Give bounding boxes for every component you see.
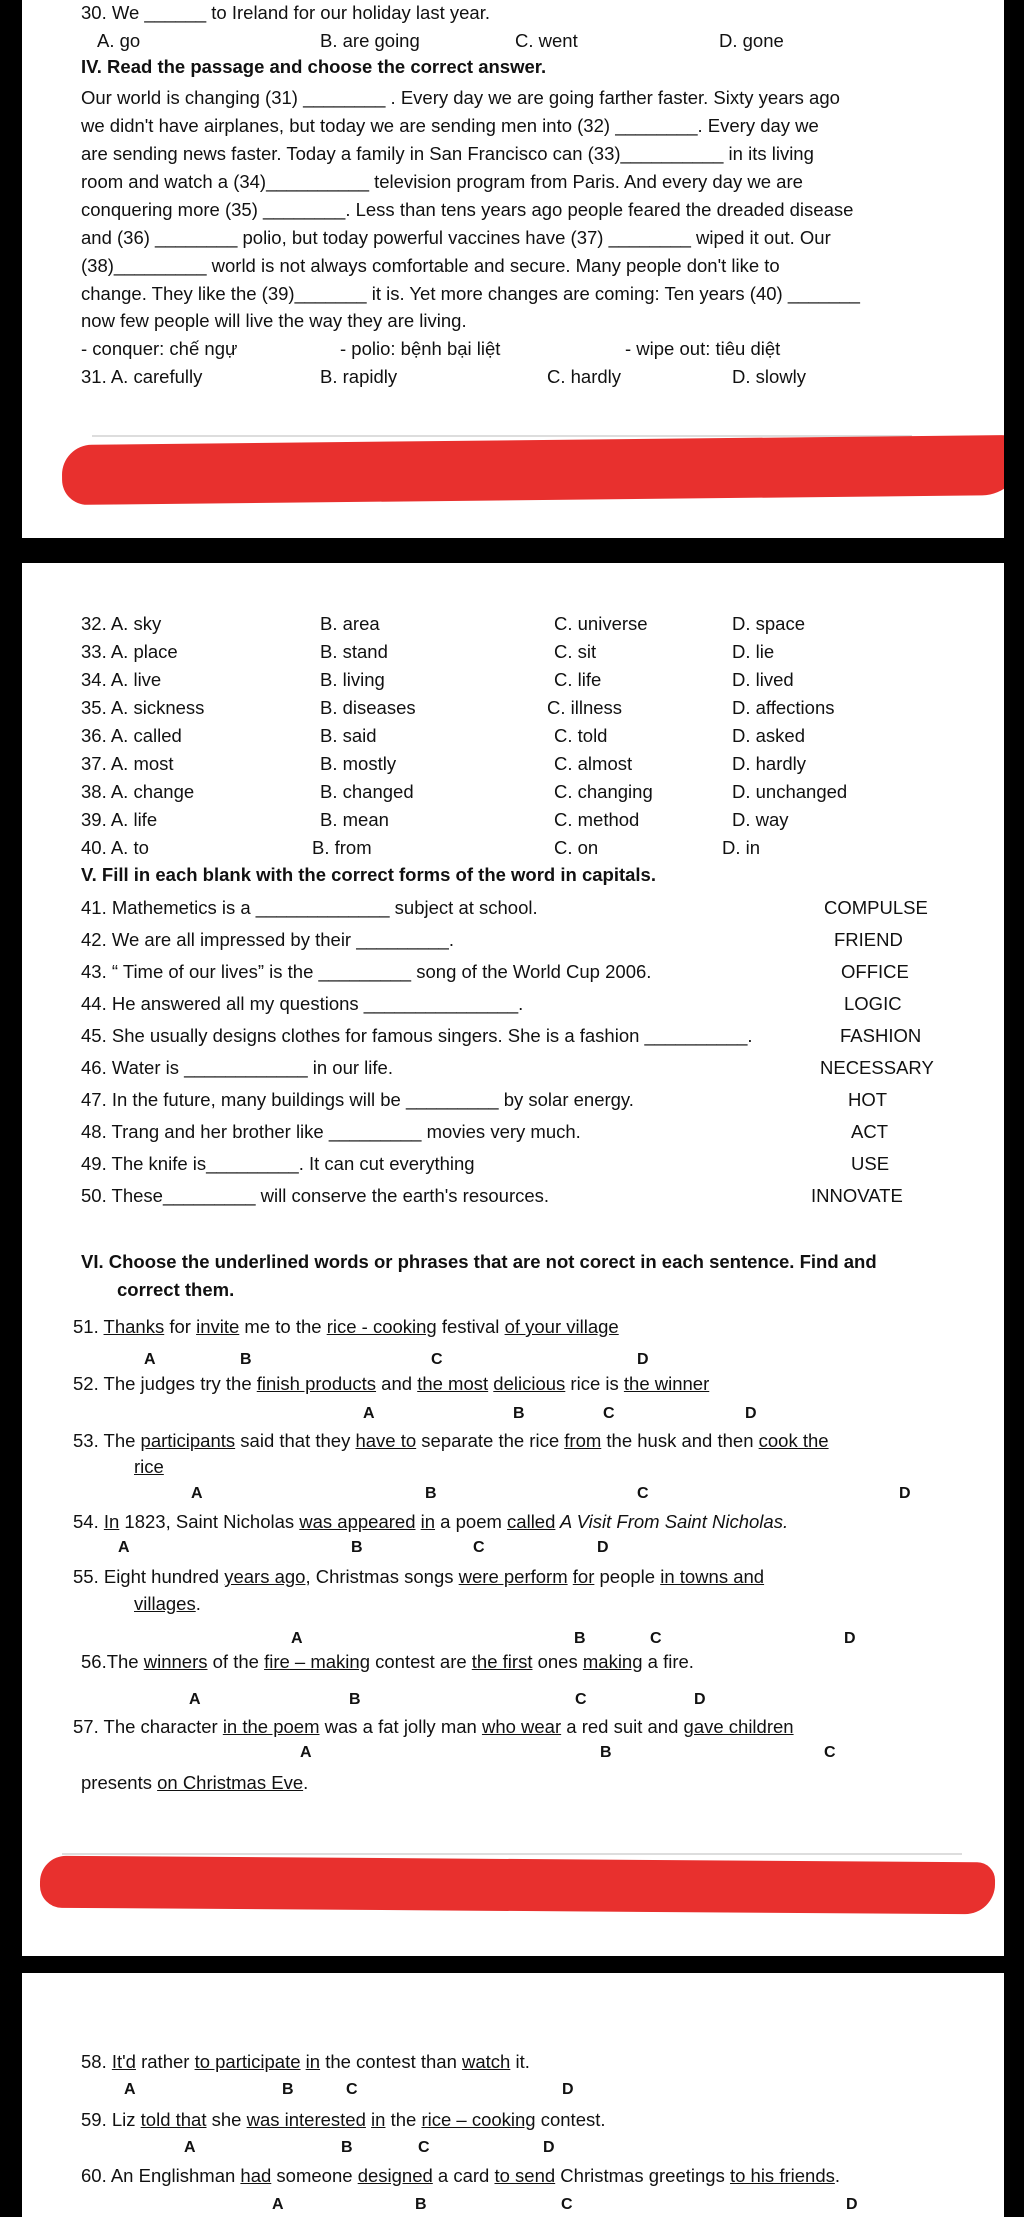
section-5-heading: V. Fill in each blank with the correct forms of the word in capitals.	[81, 864, 656, 885]
sentence-59: 59. Liz told that she was interested in the rice – cooking contest.	[81, 2109, 606, 2130]
choice-label-b: B	[341, 2139, 353, 2156]
passage-line: and (36) ________ polio, but today powerful vaccines have (37) ________ wiped it out. Our	[81, 227, 831, 248]
page-panel-1	[22, 0, 1004, 538]
choice-label-d: D	[637, 1351, 649, 1368]
word-form-cue: FRIEND	[834, 929, 903, 950]
choice-label-b: B	[282, 2081, 294, 2098]
option-37-d: D. hardly	[732, 753, 807, 774]
choice-label-b: B	[349, 1691, 361, 1708]
option-32-a: 32. A. sky	[81, 613, 162, 634]
choice-label-b: B	[425, 1485, 437, 1502]
word-form-question: 48. Trang and her brother like _________ movies very much.	[81, 1121, 581, 1142]
option-34-d: D. lived	[732, 669, 794, 690]
word-form-question: 46. Water is ____________ in our life.	[81, 1057, 393, 1078]
choice-label-b: B	[600, 1744, 612, 1761]
choice-label-a: A	[291, 1630, 303, 1647]
sentence-56: 56.The winners of the fire – making contest are the first ones making a fire.	[81, 1651, 694, 1672]
sentence-53-cont: rice	[134, 1456, 164, 1477]
option-40-d: D. in	[722, 837, 761, 858]
option-38-a: 38. A. change	[81, 781, 195, 802]
choice-label-c: C	[603, 1405, 615, 1422]
option-34-c: C. life	[554, 669, 602, 690]
word-form-cue: NECESSARY	[820, 1057, 934, 1078]
glossary-conquer: - conquer: chế ngự	[81, 338, 238, 359]
question-30-option-a: A. go	[97, 30, 141, 51]
choice-label-a: A	[191, 1485, 203, 1502]
sentence-60: 60. An Englishman had someone designed a card to send Christmas greetings to his friends.	[81, 2165, 840, 2186]
option-39-c: C. method	[554, 809, 640, 830]
question-30-option-b: B. are going	[320, 30, 420, 51]
choice-label-c: C	[431, 1351, 443, 1368]
option-35-b: B. diseases	[320, 697, 416, 718]
sentence-54: 54. In 1823, Saint Nicholas was appeared in a poem called A Visit From Saint Nicholas.	[73, 1511, 789, 1532]
question-30-option-d: D. gone	[719, 30, 784, 51]
choice-label-d: D	[899, 1485, 911, 1502]
word-form-question: 50. These_________ will conserve the earth's resources.	[81, 1185, 550, 1206]
option-33-c: C. sit	[554, 641, 597, 662]
choice-label-d: D	[846, 2196, 858, 2213]
option-40-b: B. from	[312, 837, 372, 858]
word-form-cue: INNOVATE	[811, 1185, 903, 1206]
word-form-question: 41. Mathemetics is a _____________ subject at school.	[81, 897, 538, 918]
choice-label-c: C	[824, 1744, 836, 1761]
passage-line: we didn't have airplanes, but today we are sending men into (32) ________. Every day we	[81, 115, 819, 136]
option-38-d: D. unchanged	[732, 781, 848, 802]
page-panel-3	[22, 1973, 1004, 2217]
word-form-cue: OFFICE	[841, 961, 909, 982]
section-6-heading-cont: correct them.	[117, 1279, 235, 1300]
choice-label-c: C	[346, 2081, 358, 2098]
option-34-a: 34. A. live	[81, 669, 162, 690]
choice-label-a: A	[272, 2196, 284, 2213]
option-36-a: 36. A. called	[81, 725, 182, 746]
glossary-polio: - polio: bệnh bại liệt	[340, 338, 501, 359]
choice-label-c: C	[650, 1630, 662, 1647]
choice-label-c: C	[418, 2139, 430, 2156]
sentence-57: 57. The character in the poem was a fat jolly man who wear a red suit and gave children	[73, 1716, 794, 1737]
option-32-c: C. universe	[554, 613, 648, 634]
option-35-d: D. affections	[732, 697, 835, 718]
word-form-cue: COMPULSE	[824, 897, 928, 918]
choice-label-d: D	[543, 2139, 555, 2156]
option-32-d: D. space	[732, 613, 806, 634]
option-40-c: C. on	[554, 837, 599, 858]
passage-line: change. They like the (39)_______ it is. Yet more changes are coming: Ten years (40) _______	[81, 283, 860, 304]
choice-label-a: A	[363, 1405, 375, 1422]
sentence-58: 58. It'd rather to participate in the contest than watch it.	[81, 2051, 530, 2072]
choice-label-d: D	[597, 1539, 609, 1556]
passage-line: conquering more (35) ________. Less than tens years ago people feared the dreaded disease	[81, 199, 854, 220]
sentence-57-cont: presents on Christmas Eve.	[81, 1772, 309, 1793]
option-37-b: B. mostly	[320, 753, 397, 774]
word-form-question: 43. “ Time of our lives” is the _________ song of the World Cup 2006.	[81, 961, 652, 982]
option-36-b: B. said	[320, 725, 377, 746]
option-33-d: D. lie	[732, 641, 775, 662]
choice-label-a: A	[184, 2139, 196, 2156]
option-38-c: C. changing	[554, 781, 653, 802]
word-form-question: 42. We are all impressed by their _________.	[81, 929, 454, 950]
divider	[62, 1853, 962, 1855]
choice-label-a: A	[300, 1744, 312, 1761]
option-32-b: B. area	[320, 613, 380, 634]
option-37-a: 37. A. most	[81, 753, 174, 774]
sentence-52: 52. The judges try the finish products and the most delicious rice is the winner	[73, 1373, 710, 1394]
choice-label-b: B	[351, 1539, 363, 1556]
word-form-cue: LOGIC	[844, 993, 902, 1014]
option-39-a: 39. A. life	[81, 809, 158, 830]
sentence-53: 53. The participants said that they have to separate the rice from the husk and then cook the	[73, 1430, 829, 1451]
option-33-b: B. stand	[320, 641, 388, 662]
page-panel-2	[22, 563, 1004, 1956]
choice-label-c: C	[575, 1691, 587, 1708]
option-39-d: D. way	[732, 809, 789, 830]
option-31-b: B. rapidly	[320, 366, 398, 387]
choice-label-b: B	[513, 1405, 525, 1422]
word-form-cue: USE	[851, 1153, 890, 1174]
option-33-a: 33. A. place	[81, 641, 178, 662]
choice-label-c: C	[561, 2196, 573, 2213]
option-36-d: D. asked	[732, 725, 806, 746]
redaction-mark	[62, 435, 1004, 505]
passage-line: are sending news faster. Today a family in San Francisco can (33)__________ in its living	[81, 143, 814, 164]
option-38-b: B. changed	[320, 781, 414, 802]
option-31-c: C. hardly	[547, 366, 622, 387]
option-36-c: C. told	[554, 725, 608, 746]
choice-label-a: A	[189, 1691, 201, 1708]
choice-label-b: B	[574, 1630, 586, 1647]
sentence-55: 55. Eight hundred years ago, Christmas songs were perform for people in towns and	[73, 1566, 765, 1587]
option-37-c: C. almost	[554, 753, 633, 774]
option-31-d: D. slowly	[732, 366, 807, 387]
question-30-option-c: C. went	[515, 30, 578, 51]
word-form-question: 44. He answered all my questions _______________.	[81, 993, 524, 1014]
word-form-question: 47. In the future, many buildings will be _________ by solar energy.	[81, 1089, 634, 1110]
passage-line: (38)_________ world is not always comfortable and secure. Many people don't like to	[81, 255, 780, 276]
word-form-cue: HOT	[848, 1089, 888, 1110]
glossary-wipe-out: - wipe out: tiêu diệt	[625, 338, 781, 359]
option-34-b: B. living	[320, 669, 385, 690]
option-31-a: 31. A. carefully	[81, 366, 203, 387]
option-35-c: C. illness	[547, 697, 623, 718]
option-35-a: 35. A. sickness	[81, 697, 205, 718]
choice-label-d: D	[562, 2081, 574, 2098]
choice-label-b: B	[415, 2196, 427, 2213]
choice-label-c: C	[473, 1539, 485, 1556]
passage-line: Our world is changing (31) ________ . Every day we are going farther faster. Sixty years ago	[81, 87, 840, 108]
choice-label-d: D	[694, 1691, 706, 1708]
question-30-stem: 30. We ______ to Ireland for our holiday last year.	[81, 2, 490, 23]
option-39-b: B. mean	[320, 809, 389, 830]
choice-label-a: A	[118, 1539, 130, 1556]
word-form-cue: ACT	[851, 1121, 888, 1142]
section-4-heading: IV. Read the passage and choose the correct answer.	[81, 56, 547, 77]
sentence-55-cont: villages.	[134, 1593, 201, 1614]
choice-label-d: D	[844, 1630, 856, 1647]
sentence-51: 51. Thanks for invite me to the rice - cooking festival of your village	[73, 1316, 619, 1337]
word-form-question: 45. She usually designs clothes for famous singers. She is a fashion __________.	[81, 1025, 753, 1046]
passage-line: room and watch a (34)__________ television program from Paris. And every day we are	[81, 171, 803, 192]
choice-label-a: A	[144, 1351, 156, 1368]
redaction-mark	[40, 1856, 995, 1915]
word-form-question: 49. The knife is_________. It can cut everything	[81, 1153, 475, 1174]
choice-label-b: B	[240, 1351, 252, 1368]
option-40-a: 40. A. to	[81, 837, 149, 858]
word-form-cue: FASHION	[840, 1025, 922, 1046]
passage-line: now few people will live the way they are living.	[81, 310, 467, 331]
choice-label-c: C	[637, 1485, 649, 1502]
section-6-heading: VI. Choose the underlined words or phrases that are not corect in each sentence. Find and	[81, 1251, 877, 1272]
choice-label-a: A	[124, 2081, 136, 2098]
choice-label-d: D	[745, 1405, 757, 1422]
